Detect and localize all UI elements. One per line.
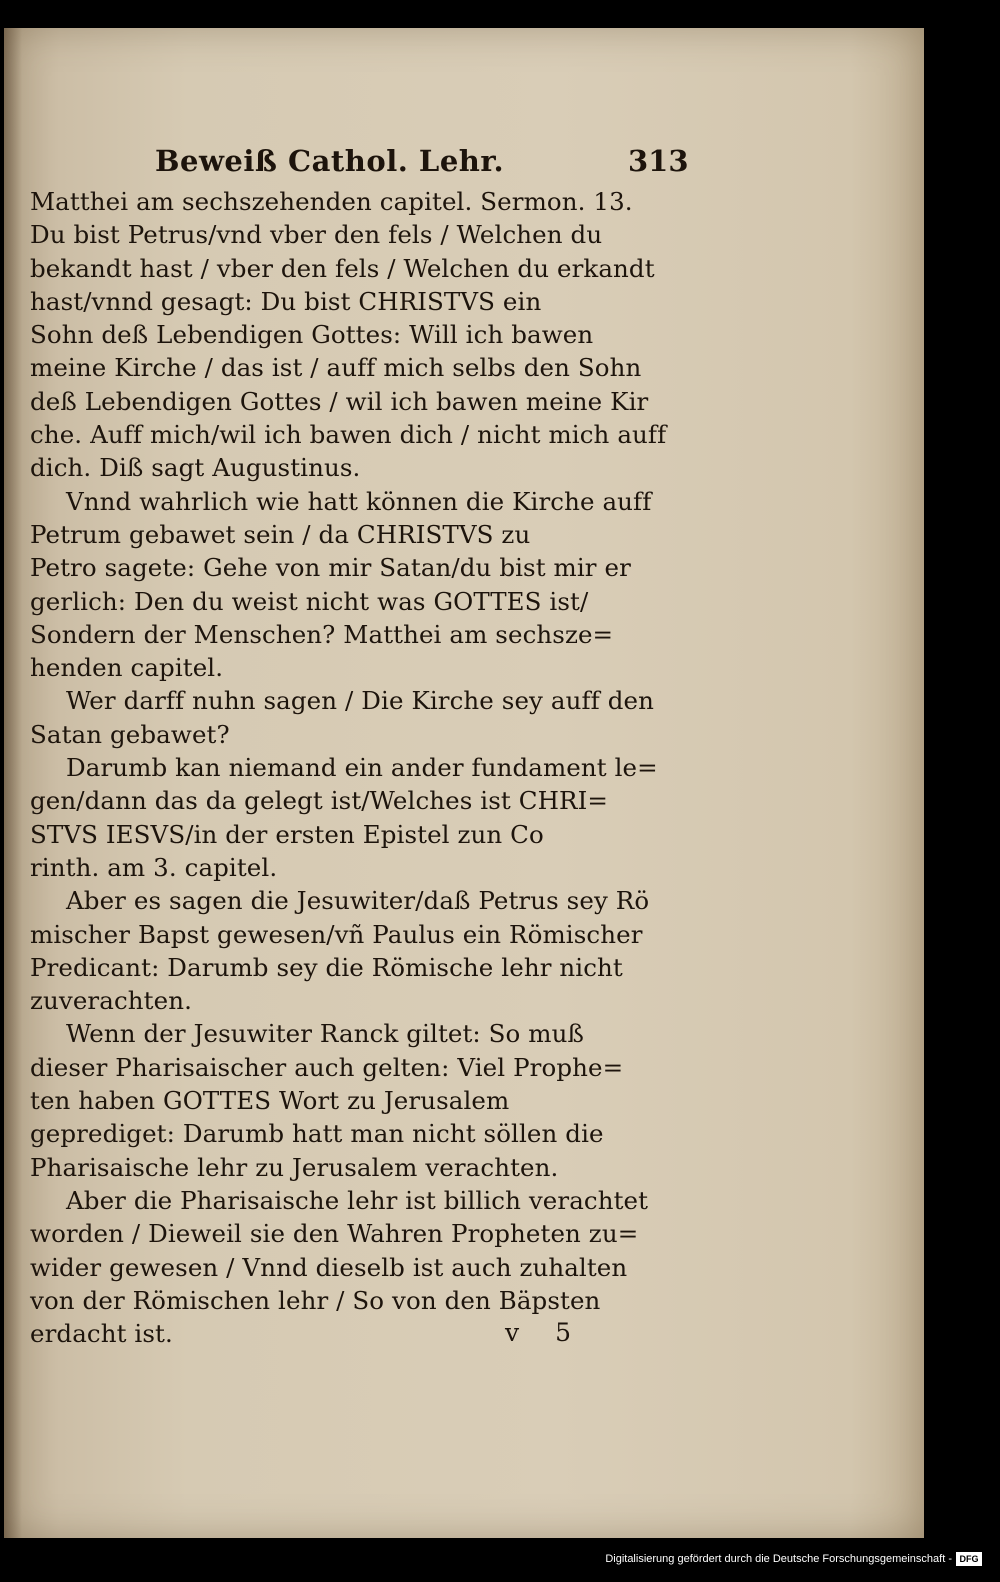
signature-mark: v 5 bbox=[505, 1318, 585, 1347]
text-line: Predicant: Darumb sey die Römische lehr nicht bbox=[30, 952, 623, 982]
text-line: wider gewesen / Vnnd dieselb ist auch zuhalten bbox=[30, 1252, 628, 1282]
text-line: bekandt hast / vber den fels / Welchen du erkandt bbox=[30, 253, 655, 283]
text-line: dieser Pharisaischer auch gelten: Viel Prophe= bbox=[30, 1052, 624, 1082]
text-line: deß Lebendigen Gottes / wil ich bawen meine Kir bbox=[30, 386, 649, 416]
dfg-logo: DFG bbox=[956, 1552, 982, 1566]
body-text bbox=[30, 185, 710, 1350]
text-line: Petro sagete: Gehe von mir Satan/du bist mir er bbox=[30, 553, 631, 583]
text-line: Aber die Pharisaische lehr ist billich verachtet bbox=[66, 1185, 649, 1215]
text-line: Du bist Petrus/vnd vber den fels / Welchen du bbox=[30, 220, 603, 250]
text-line: mischer Bapst gewesen/vñ Paulus ein Römischer bbox=[30, 919, 643, 949]
text-line: Satan gebawet? bbox=[30, 719, 230, 749]
text-line: che. Auff mich/wil ich bawen dich / nicht mich auff bbox=[30, 420, 667, 450]
running-head: Beweiß Cathol. Lehr. bbox=[155, 144, 505, 178]
text-line: von der Römischen lehr / So von den Bäpsten bbox=[30, 1285, 601, 1315]
text-line: meine Kirche / das ist / auff mich selbs den Sohn bbox=[30, 353, 642, 383]
text-line: geprediget: Darumb hatt man nicht söllen die bbox=[30, 1119, 604, 1149]
text-line: Matthei am sechszehenden capitel. Sermon. 13. bbox=[30, 187, 633, 216]
text-line: Wenn der Jesuwiter Ranck giltet: So muß bbox=[66, 1019, 584, 1049]
text-line: Wer darff nuhn sagen / Die Kirche sey auff den bbox=[66, 686, 654, 716]
text-line: Aber es sagen die Jesuwiter/daß Petrus sey Rö bbox=[66, 886, 650, 916]
text-line: STVS IESVS/in der ersten Epistel zun Co bbox=[30, 819, 544, 849]
text-line: Sondern der Menschen? Matthei am sechsze= bbox=[30, 619, 614, 649]
text-line: Pharisaische lehr zu Jerusalem verachten. bbox=[30, 1152, 559, 1182]
page-gutter-shadow bbox=[4, 28, 22, 1538]
text-line: Darumb kan niemand ein ander fundament le= bbox=[66, 753, 658, 783]
text-line: hast/vnnd gesagt: Du bist CHRISTVS ein bbox=[30, 286, 542, 316]
text-line: gerlich: Den du weist nicht was GOTTES ist/ bbox=[30, 586, 589, 616]
text-line: worden / Dieweil sie den Wahren Propheten zu= bbox=[30, 1219, 639, 1249]
text-line: henden capitel. bbox=[30, 653, 224, 683]
text-line: rinth. am 3. capitel. bbox=[30, 852, 278, 882]
page-number: 313 bbox=[628, 144, 689, 178]
text-line: gen/dann das da gelegt ist/Welches ist CHRI= bbox=[30, 786, 609, 816]
text-line: Vnnd wahrlich wie hatt können die Kirche auff bbox=[66, 486, 652, 516]
digitization-credit: Digitalisierung gefördert durch die Deutsche Forschungsgemeinschaft - bbox=[605, 1553, 952, 1565]
text-line: Sohn deß Lebendigen Gottes: Will ich bawen bbox=[30, 320, 594, 350]
text-line: erdacht ist. bbox=[30, 1319, 173, 1349]
text-line: Petrum gebawet sein / da CHRISTVS zu bbox=[30, 519, 531, 549]
text-line: dich. Diß sagt Augustinus. bbox=[30, 453, 361, 483]
text-line: ten haben GOTTES Wort zu Jerusalem bbox=[30, 1086, 510, 1116]
text-line: zuverachten. bbox=[30, 986, 192, 1016]
